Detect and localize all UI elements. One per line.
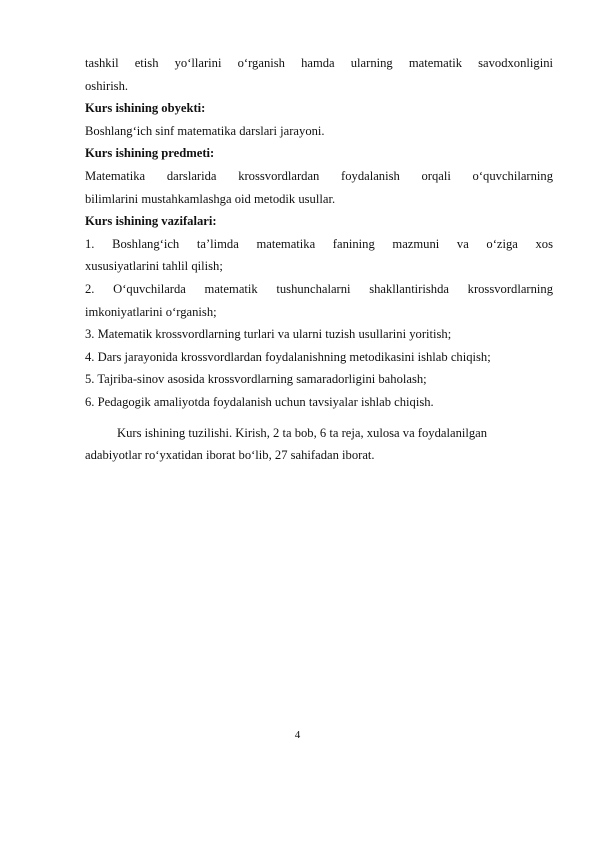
task-item-5: 5. Tajriba-sinov asosida krossvordlarning samaradorligini baholash; bbox=[85, 372, 427, 387]
task-item-6: 6. Pedagogik amaliyotda foydalanish uchun tavsiyalar ishlab chiqish. bbox=[85, 394, 434, 409]
spacer bbox=[85, 414, 553, 422]
task-item-1: 1. Boshlang‘ich ta’limda matematika fanining mazmuni va o‘ziga xos bbox=[85, 236, 553, 251]
text-line: tashkil etish yo‘llarini o‘rganish hamda ularning matematik savodxonligini bbox=[85, 56, 553, 70]
section-heading-object: Kurs ishining obyekti: bbox=[85, 101, 206, 116]
text-line: bilimlarini mustahkamlashga oid metodik usullar. bbox=[85, 191, 336, 206]
text-line: Boshlang‘ich sinf matematika darslari jarayoni. bbox=[85, 123, 325, 138]
document-body bbox=[85, 52, 553, 467]
structure-paragraph: Kurs ishining tuzilishi. Kirish, 2 ta bob, 6 ta reja, xulosa va foydalanilgan bbox=[117, 425, 488, 440]
structure-paragraph-cont: adabiyotlar ro‘yxatidan iborat bo‘lib, 27 sahifadan iborat. bbox=[85, 448, 375, 463]
section-heading-subject: Kurs ishining predmeti: bbox=[85, 146, 215, 161]
text-line: oshirish. bbox=[85, 78, 129, 93]
task-item-4: 4. Dars jarayonida krossvordlardan foydalanishning metodikasini ishlab chiqish; bbox=[85, 349, 491, 364]
section-heading-tasks: Kurs ishining vazifalari: bbox=[85, 214, 217, 229]
task-item-3: 3. Matematik krossvordlarning turlari va ularni tuzish usullarini yoritish; bbox=[85, 327, 452, 342]
task-item-2-cont: imkoniyatlarini o‘rganish; bbox=[85, 304, 217, 319]
text-line: Matematika darslarida krossvordlardan foydalanish orqali o‘quvchilarning bbox=[85, 168, 553, 183]
task-item-2: 2. O‘quvchilarda matematik tushunchalarni shakllantirishda krossvordlarning bbox=[85, 281, 553, 296]
task-item-1-cont: xususiyatlarini tahlil qilish; bbox=[85, 259, 223, 274]
page-number: 4 bbox=[294, 729, 301, 741]
